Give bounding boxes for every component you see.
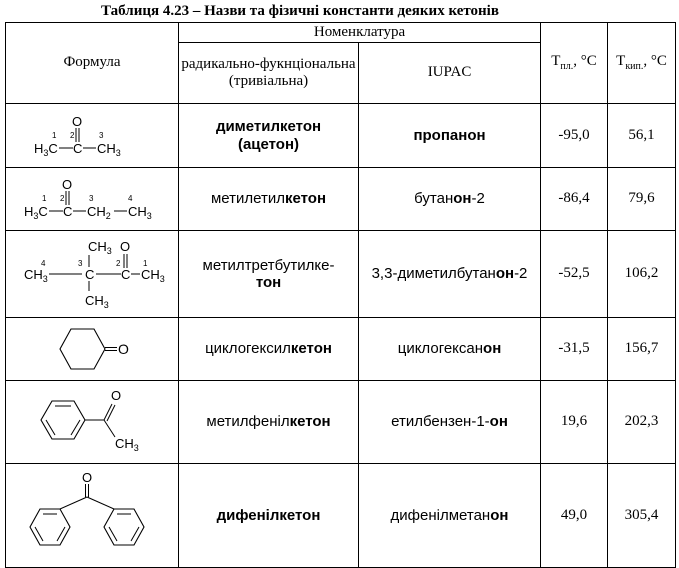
locant-4: 4 bbox=[41, 259, 46, 268]
oxygen-atom: O bbox=[82, 469, 93, 485]
header-nomenclature: Номенклатура bbox=[179, 23, 541, 43]
carbon-1: $H_3C$ bbox=[24, 204, 48, 221]
t-boil-value: 106,2 bbox=[608, 231, 676, 318]
t-boil-value: 156,7 bbox=[608, 318, 676, 381]
carbon-1: $CH_3$ bbox=[141, 267, 165, 284]
t-melt-unit: , °C bbox=[573, 53, 597, 70]
table-row bbox=[6, 231, 676, 318]
locant-1: 1 bbox=[52, 130, 57, 140]
acetone-structure bbox=[32, 111, 152, 161]
trivial-name: метилтретбутилке- тон bbox=[179, 231, 359, 318]
table-row bbox=[6, 381, 676, 464]
locant-1: 1 bbox=[42, 194, 47, 203]
t-boil-symbol: T bbox=[616, 53, 626, 70]
formula-cell bbox=[6, 231, 179, 318]
t-melt-symbol: T bbox=[551, 53, 561, 70]
header-t-melt bbox=[541, 23, 608, 104]
table-row bbox=[6, 104, 676, 168]
acetophenone-structure bbox=[27, 386, 157, 458]
t-melt-value: 49,0 bbox=[541, 464, 608, 568]
locant-1: 1 bbox=[143, 259, 148, 268]
carbon-3: C bbox=[85, 267, 95, 282]
iupac-name: етилбензен-1-он bbox=[359, 381, 541, 464]
locant-3: 3 bbox=[78, 259, 83, 268]
formula-cell bbox=[6, 464, 179, 568]
carbon-3: $CH_3$ bbox=[97, 140, 121, 158]
locant-3: 3 bbox=[89, 194, 94, 203]
trivial-name: диметилкетон (ацетон) bbox=[179, 104, 359, 168]
t-melt-value: -31,5 bbox=[541, 318, 608, 381]
locant-4: 4 bbox=[128, 194, 133, 203]
trivial-name: метилфенілкетон bbox=[179, 381, 359, 464]
oxygen-atom: O bbox=[120, 239, 131, 254]
header-formula: Формула bbox=[6, 23, 179, 104]
table-caption: Таблиця 4.23 – Назви та фізичні константи деяких кетонів bbox=[101, 3, 499, 19]
formula-cell bbox=[6, 318, 179, 381]
t-boil-value: 79,6 bbox=[608, 168, 676, 231]
carbon-4: $CH_3$ bbox=[24, 267, 48, 284]
trivial-name: дифенілкетон bbox=[179, 464, 359, 568]
trivial-name: циклогексилкетон bbox=[179, 318, 359, 381]
iupac-name: дифенілметанон bbox=[359, 464, 541, 568]
locant-2: 2 bbox=[116, 259, 121, 268]
header-row-1 bbox=[6, 23, 676, 43]
formula-cell bbox=[6, 381, 179, 464]
locant-3: 3 bbox=[99, 130, 104, 140]
iupac-name: бутанон-2 bbox=[359, 168, 541, 231]
trivial-name: метилетилкетон bbox=[179, 168, 359, 231]
carbon-2: C bbox=[73, 140, 83, 156]
carbon-2: C bbox=[121, 267, 131, 282]
oxygen-atom: O bbox=[111, 388, 122, 403]
butanone-structure bbox=[22, 174, 162, 224]
pinacolone-structure bbox=[22, 236, 165, 312]
oxygen-atom: O bbox=[118, 341, 129, 357]
t-boil-value: 305,4 bbox=[608, 464, 676, 568]
ketones-table bbox=[5, 22, 676, 568]
t-boil-subscript: кип. bbox=[625, 61, 644, 73]
methyl-group: $CH_3$ bbox=[115, 436, 139, 453]
oxygen-atom: O bbox=[72, 113, 83, 129]
header-t-boil bbox=[608, 23, 676, 104]
table-row bbox=[6, 168, 676, 231]
cyclohexanone-structure bbox=[37, 322, 147, 376]
t-melt-subscript: пл. bbox=[560, 61, 574, 73]
iupac-name: 3,3-диметилбутанон-2 bbox=[359, 231, 541, 318]
oxygen-atom: O bbox=[62, 177, 73, 192]
table-row bbox=[6, 318, 676, 381]
carbon-3: $CH_2$ bbox=[87, 204, 111, 221]
t-melt-value: -52,5 bbox=[541, 231, 608, 318]
header-trivial: радикально-фукнціональна (тривіальна) bbox=[179, 43, 359, 104]
iupac-name: пропанон bbox=[359, 104, 541, 168]
formula-cell bbox=[6, 168, 179, 231]
carbon-2: C bbox=[63, 204, 73, 219]
t-melt-value: -86,4 bbox=[541, 168, 608, 231]
t-melt-value: 19,6 bbox=[541, 381, 608, 464]
iupac-name: циклогексанон bbox=[359, 318, 541, 381]
table-row bbox=[6, 464, 676, 568]
methyl-top: $CH_3$ bbox=[88, 239, 112, 256]
t-boil-value: 56,1 bbox=[608, 104, 676, 168]
locant-2: 2 bbox=[70, 130, 75, 140]
methyl-bottom: $CH_3$ bbox=[85, 293, 109, 310]
carbon-1: $H_3C$ bbox=[34, 140, 58, 158]
locant-2: 2 bbox=[60, 194, 65, 203]
header-iupac: IUPAC bbox=[359, 43, 541, 104]
carbon-4: $CH_3$ bbox=[128, 204, 152, 221]
t-boil-unit: , °C bbox=[643, 53, 667, 70]
t-melt-value: -95,0 bbox=[541, 104, 608, 168]
formula-cell bbox=[6, 104, 179, 168]
benzophenone-structure bbox=[17, 471, 167, 561]
t-boil-value: 202,3 bbox=[608, 381, 676, 464]
